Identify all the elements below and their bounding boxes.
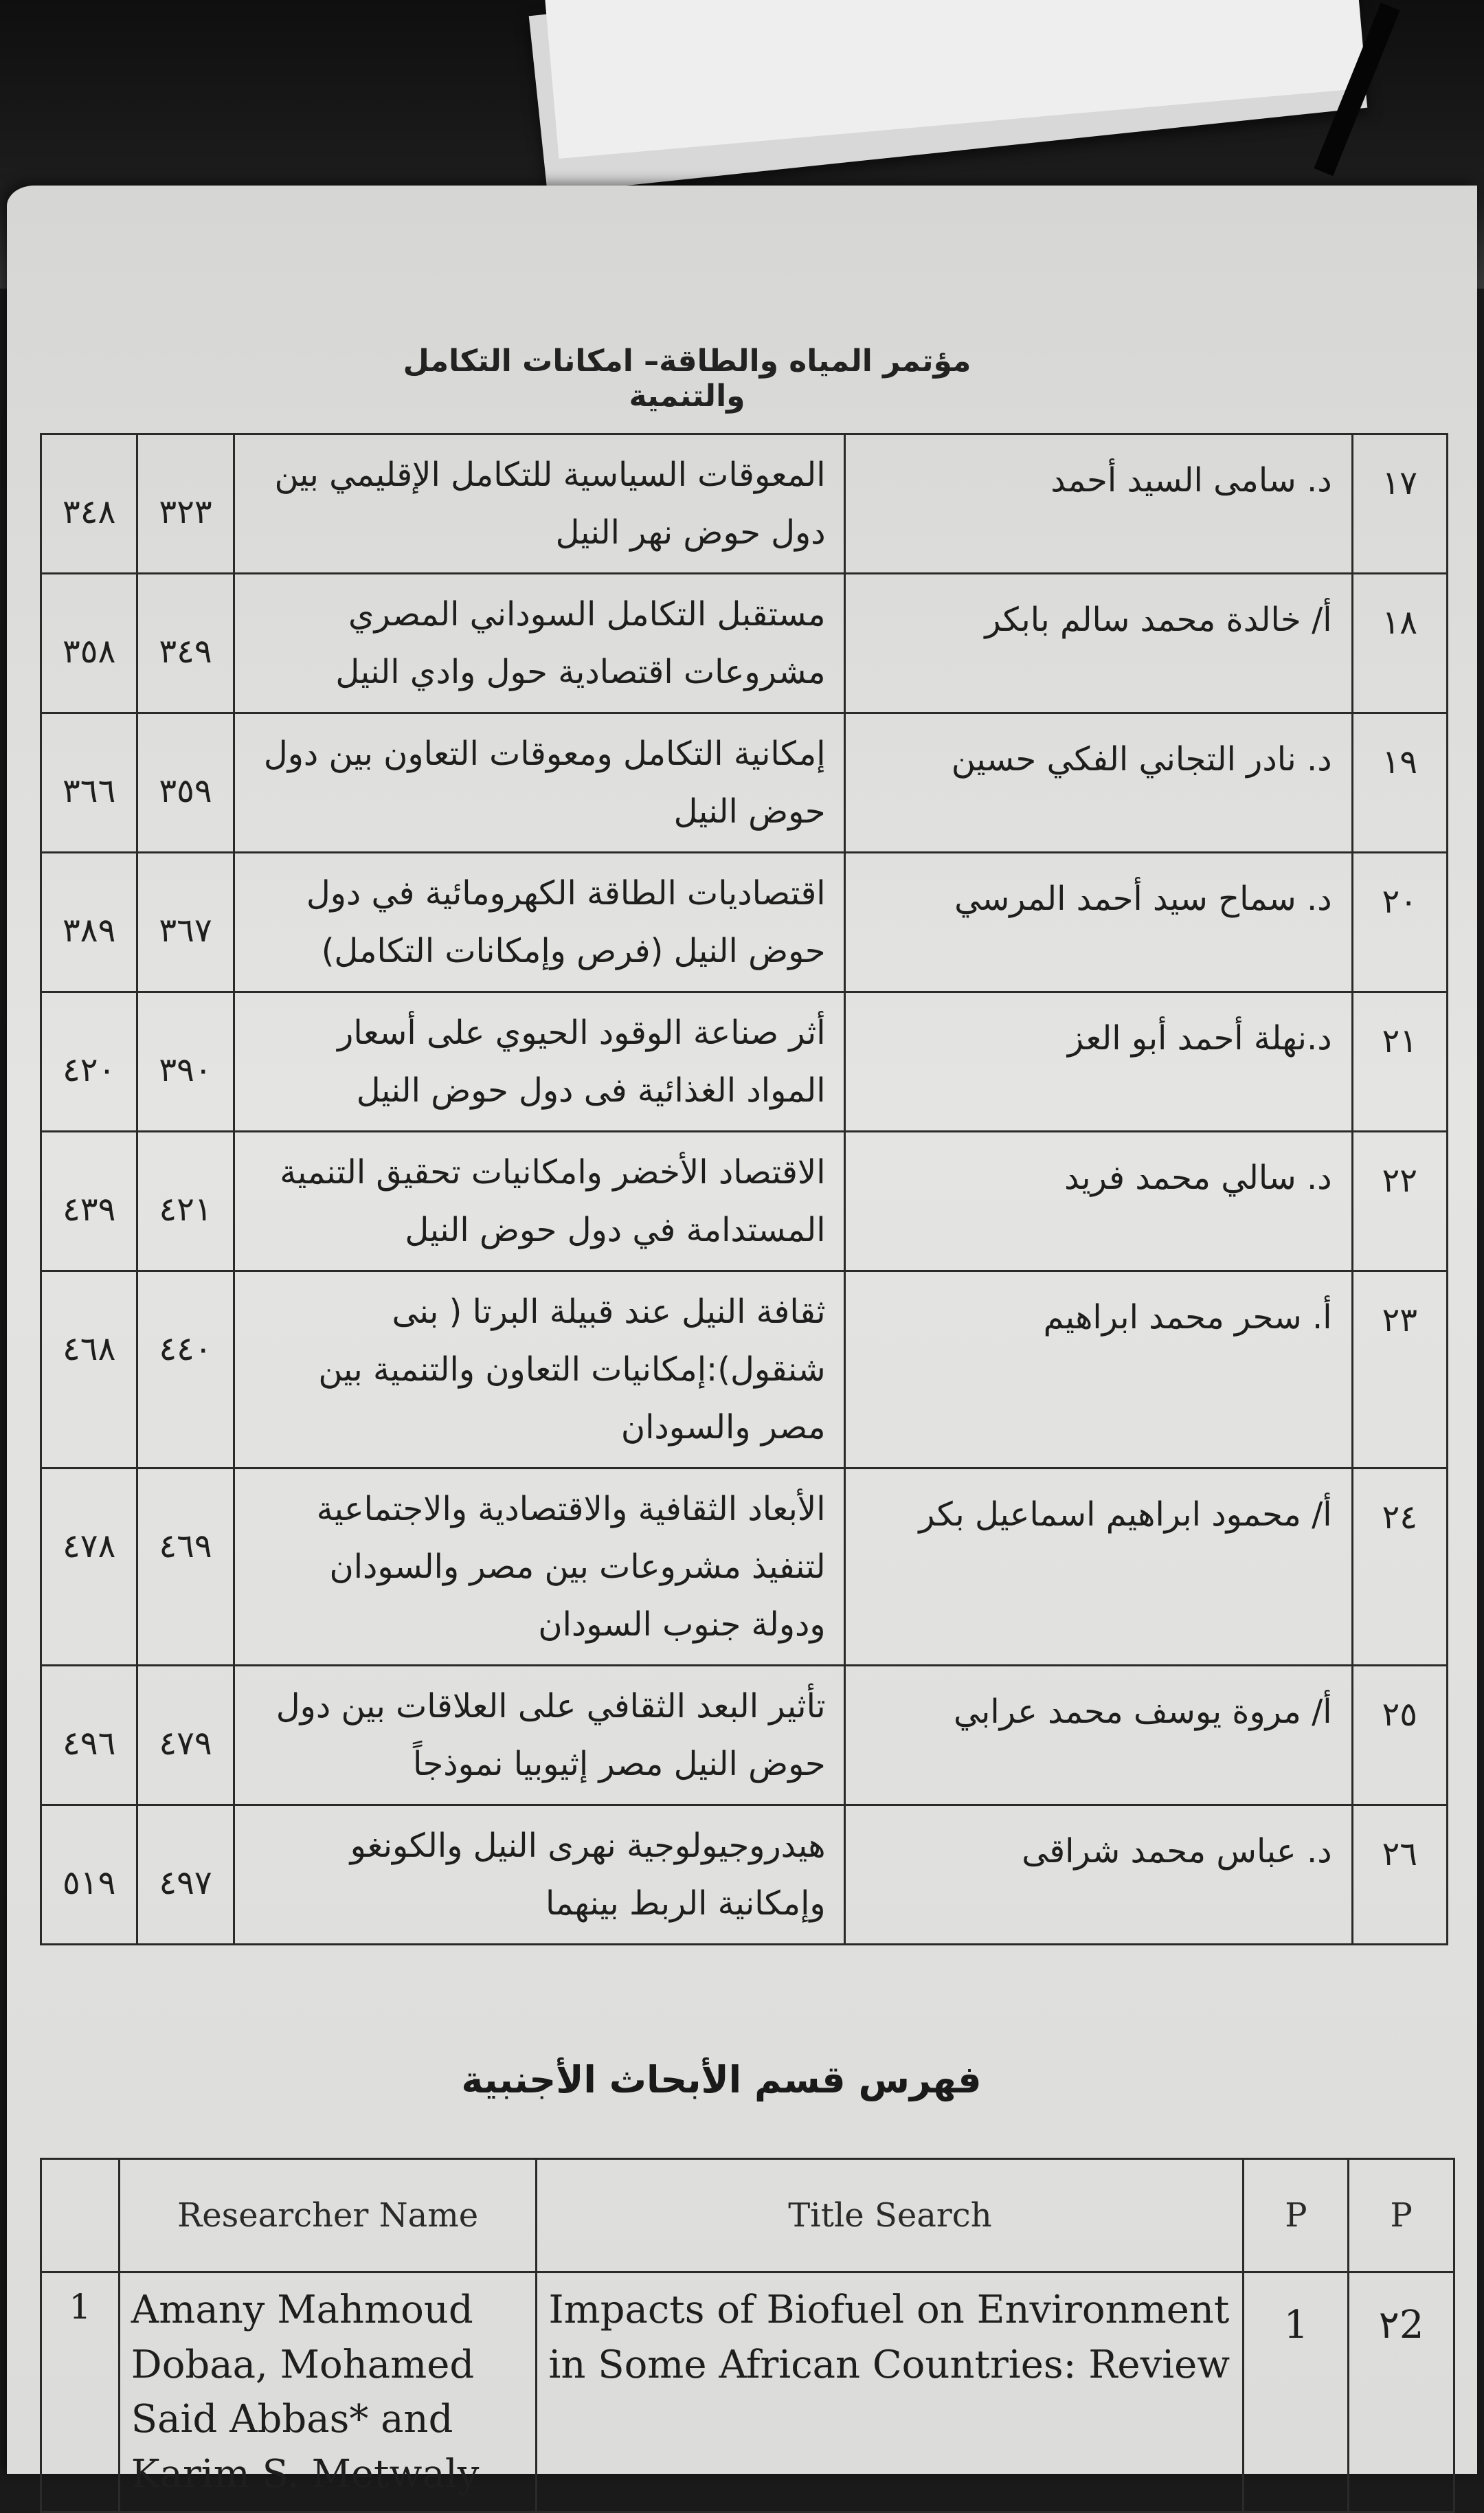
page-from: ٣٩٠ (137, 992, 234, 1132)
researcher-name: د. عباس محمد شراقى (844, 1805, 1352, 1945)
title-header: Title Search (537, 2159, 1244, 2272)
contents-row (41, 853, 1448, 992)
english-contents-table (40, 2158, 1455, 2513)
contents-row (41, 992, 1448, 1132)
contents-row (41, 574, 1448, 713)
english-row (41, 2272, 1454, 2512)
contents-row (41, 1468, 1448, 1666)
english-page-from: 1 (1244, 2272, 1349, 2512)
contents-row (41, 1666, 1448, 1805)
page-from: ٣٦٧ (137, 853, 234, 992)
page-from: ٣٢٣ (137, 434, 234, 574)
paper-title: الاقتصاد الأخضر وامكانيات تحقيق التنمية المستدامة في دول حوض النيل (234, 1132, 844, 1271)
researcher-name: أ/ محمود ابراهيم اسماعيل بكر (844, 1468, 1352, 1666)
row-number: ٢١ (1352, 992, 1447, 1132)
paper-title: اقتصاديات الطاقة الكهرومائية في دول حوض النيل (فرص وإمكانات التكامل) (234, 853, 844, 992)
english-page-to: ٢2 (1349, 2272, 1454, 2512)
page-from: ٤٧٩ (137, 1666, 234, 1805)
researcher-name: د. سالي محمد فريد (844, 1132, 1352, 1271)
row-number: ٢٣ (1352, 1271, 1447, 1468)
page-from: ٣٥٩ (137, 713, 234, 853)
english-header-row (41, 2159, 1454, 2272)
paper-title: مستقبل التكامل السوداني المصري مشروعات اقتصادية حول وادي النيل (234, 574, 844, 713)
number-header (41, 2159, 120, 2272)
researcher-name: د.نهلة أحمد أبو العز (844, 992, 1352, 1132)
row-number: ٢٠ (1352, 853, 1447, 992)
paper-title: هيدروجيولوجية نهرى النيل والكونغو وإمكانية الربط بينهما (234, 1805, 844, 1945)
paper-title: المعوقات السياسية للتكامل الإقليمي بين دول حوض نهر النيل (234, 434, 844, 574)
arabic-contents-body (41, 434, 1448, 1945)
contents-row (41, 434, 1448, 574)
row-number: ١٨ (1352, 574, 1447, 713)
researcher-name: أ/ خالدة محمد سالم بابكر (844, 574, 1352, 713)
row-number: ١٧ (1352, 434, 1447, 574)
page-from: ٤٤٠ (137, 1271, 234, 1468)
page-to: ٤٣٩ (41, 1132, 137, 1271)
researcher-name: أ/ مروة يوسف محمد عرابي (844, 1666, 1352, 1805)
arabic-contents-table (40, 433, 1448, 1945)
contents-row (41, 1132, 1448, 1271)
paper-title: ثقافة النيل عند قبيلة البرتا ( بنى شنقول):إمكانيات التعاون والتنمية بين مصر والسودان (234, 1271, 844, 1468)
researcher-name: أ. سحر محمد ابراهيم (844, 1271, 1352, 1468)
page-to: ٤٧٨ (41, 1468, 137, 1666)
researcher-name: د. سماح سيد أحمد المرسي (844, 853, 1352, 992)
researcher-name: د. سامى السيد أحمد (844, 434, 1352, 574)
page-to: ٣٦٦ (41, 713, 137, 853)
page-from: ٤٩٧ (137, 1805, 234, 1945)
page-to-header: P (1349, 2159, 1454, 2272)
paper-title: تأثير البعد الثقافي على العلاقات بين دول حوض النيل مصر إثيوبيا نموذجاً (234, 1666, 844, 1805)
paper-title: إمكانية التكامل ومعوقات التعاون بين دول حوض النيل (234, 713, 844, 853)
contents-row (41, 1271, 1448, 1468)
row-number: ٢٢ (1352, 1132, 1447, 1271)
running-head: مؤتمر المياه والطاقة– امكانات التكامل والتنمية (403, 344, 971, 414)
researcher-name: د. نادر التجاني الفكي حسين (844, 713, 1352, 853)
page-to: ٣٨٩ (41, 853, 137, 992)
page-to: ٥١٩ (41, 1805, 137, 1945)
page-to: ٤٢٠ (41, 992, 137, 1132)
english-row-number: 1 (41, 2272, 120, 2512)
contents-row (41, 1805, 1448, 1945)
contents-row (41, 713, 1448, 853)
page-to: ٤٦٨ (41, 1271, 137, 1468)
paper-title: أثر صناعة الوقود الحيوي على أسعار المواد الغذائية فى دول حوض النيل (234, 992, 844, 1132)
row-number: ٢٥ (1352, 1666, 1447, 1805)
english-title: Impacts of Biofuel on Environment in Some African Countries: Review (537, 2272, 1244, 2512)
foreign-section-title: فهرس قسم الأبحاث الأجنبية (461, 2058, 982, 2101)
page-from: ٣٤٩ (137, 574, 234, 713)
page-from: ٤٢١ (137, 1132, 234, 1271)
row-number: ٢٤ (1352, 1468, 1447, 1666)
page-from-header: P (1244, 2159, 1349, 2272)
english-researcher: Amany Mahmoud Dobaa, Mohamed Said Abbas* and Karim S. Metwaly (119, 2272, 537, 2512)
page-to: ٣٥٨ (41, 574, 137, 713)
page-from: ٤٦٩ (137, 1468, 234, 1666)
paper-title: الأبعاد الثقافية والاقتصادية والاجتماعية لتنفيذ مشروعات بين مصر والسودان ودولة جنوب السودان (234, 1468, 844, 1666)
row-number: ١٩ (1352, 713, 1447, 853)
page-to: ٤٩٦ (41, 1666, 137, 1805)
row-number: ٢٦ (1352, 1805, 1447, 1945)
page-to: ٣٤٨ (41, 434, 137, 574)
researcher-header: Researcher Name (119, 2159, 537, 2272)
